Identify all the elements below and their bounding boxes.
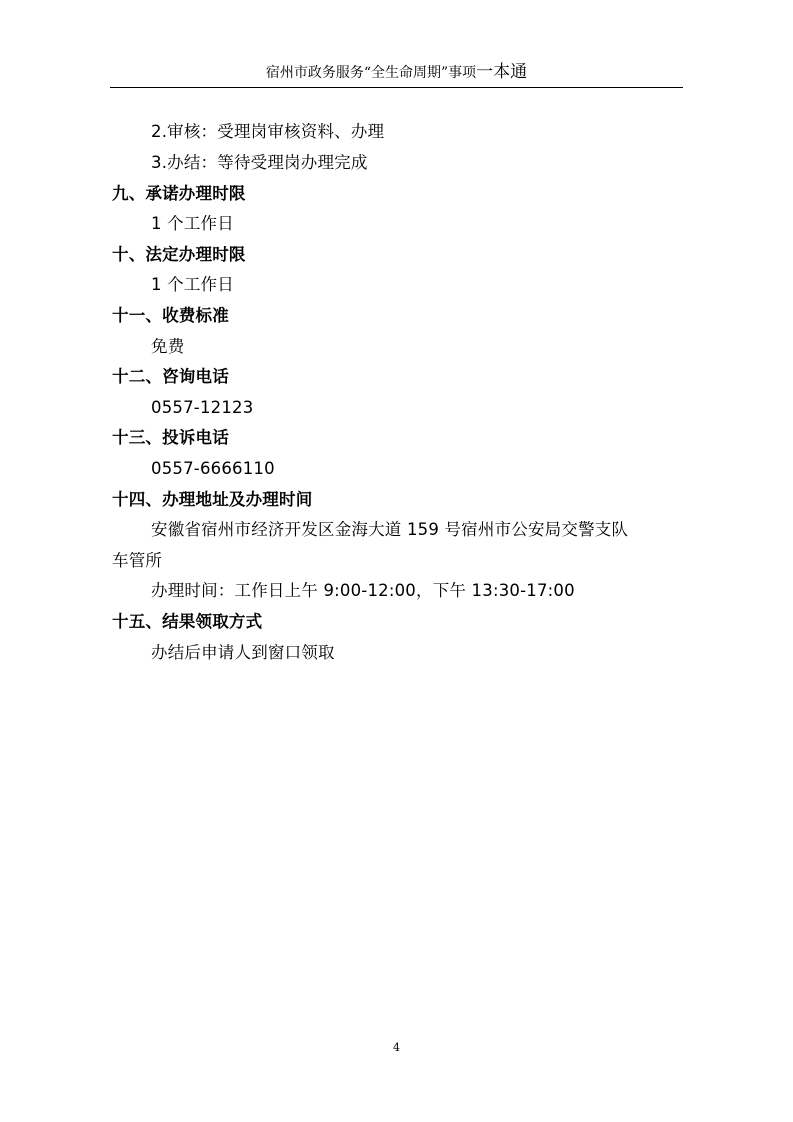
section-title-fee: 十一、收费标准 <box>112 306 229 325</box>
section-address-line2: 车管所 <box>112 551 163 570</box>
section-value-consult-phone: 0557-12123 <box>151 398 254 417</box>
section-title-address-hours: 十四、办理地址及办理时间 <box>112 490 313 509</box>
section-title-complaint-phone: 十三、投诉电话 <box>112 428 229 447</box>
step-finish: 3.办结：等待受理岗办理完成 <box>151 153 368 172</box>
header-title: 宿州市政务服务“全生命周期”事项 <box>265 65 477 81</box>
step-review: 2.审核：受理岗审核资料、办理 <box>151 122 385 141</box>
section-value-complaint-phone: 0557-6666110 <box>151 459 275 478</box>
header-divider <box>110 87 683 88</box>
section-title-promised-time: 九、承诺办理时限 <box>112 184 246 203</box>
section-value-promised-time: 1 个工作日 <box>151 214 234 233</box>
section-value-result-pickup: 办结后申请人到窗口领取 <box>151 643 335 662</box>
section-value-fee: 免费 <box>151 337 185 356</box>
page-header <box>0 63 793 82</box>
section-hours: 办理时间：工作日上午 9:00-12:00，下午 13:30-17:00 <box>151 581 575 600</box>
section-value-legal-time: 1 个工作日 <box>151 275 234 294</box>
header-title-tail: 一本通 <box>476 62 528 82</box>
section-title-legal-time: 十、法定办理时限 <box>112 245 246 264</box>
section-address-line1: 安徽省宿州市经济开发区金海大道 159 号宿州市公安局交警支队 <box>151 520 629 539</box>
section-title-result-pickup: 十五、结果领取方式 <box>112 612 263 631</box>
section-title-consult-phone: 十二、咨询电话 <box>112 367 229 386</box>
page-number: 4 <box>393 1041 400 1054</box>
